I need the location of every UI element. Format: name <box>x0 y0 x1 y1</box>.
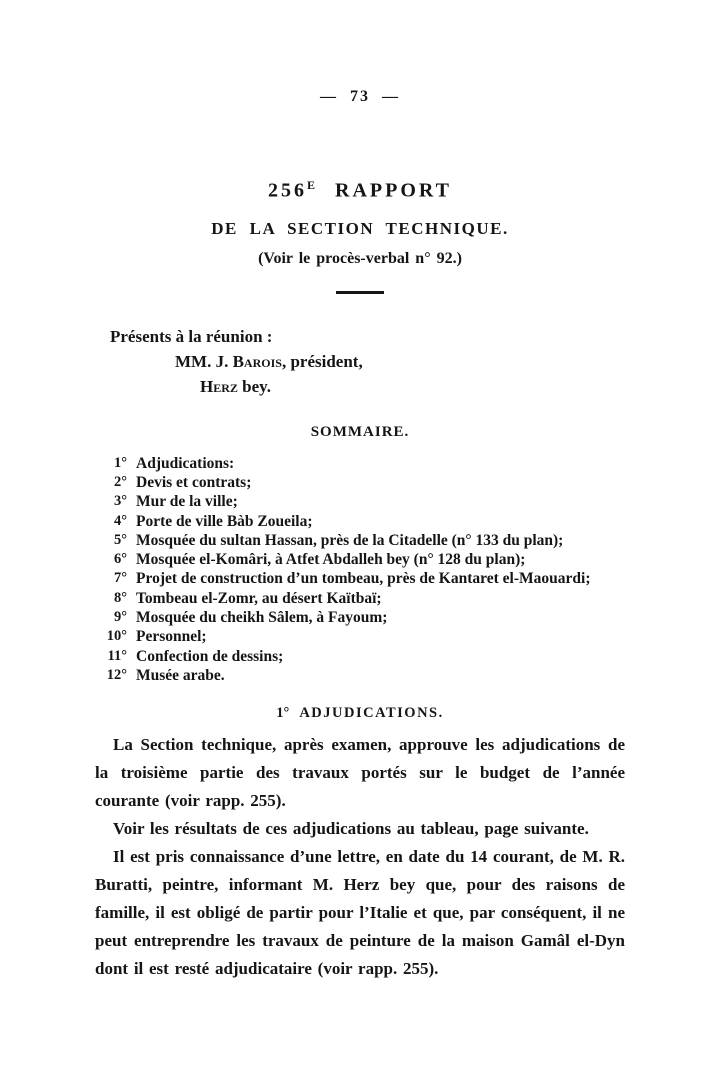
sommaire-item <box>95 627 625 646</box>
sommaire-item-number: 9° <box>113 609 127 626</box>
sommaire-item-text: Tombeau el-Zomr, au désert Kaïtbaï; <box>136 589 382 607</box>
sommaire-item <box>95 647 625 666</box>
paragraph: Il est pris connaissance d’une lettre, en date du 14 courant, de M. R. Buratti, peintre, informant M. Herz bey que, pour des raisons de famille, il est obligé de partir pour l’Italie et que, par conséquent, il ne peut entreprendre les travaux de peinture de la maison Gamâl el-Dyn dont il est resté adjudicataire (voir rapp. 255). <box>95 847 625 979</box>
sommaire-item-text: Mosquée du cheikh Sâlem, à Fayoum; <box>136 609 388 627</box>
sommaire-item-text: Confection de dessins; <box>136 647 284 665</box>
sommaire-item-number: 5° <box>113 531 127 548</box>
sommaire-item <box>95 589 625 608</box>
page-number: — 73 — <box>320 88 400 105</box>
sommaire-list <box>95 454 625 686</box>
sommaire-item-text: Projet de construction d’un tombeau, près de Kantaret el-Maouardi; <box>136 570 591 588</box>
sommaire-item-number: 4° <box>113 512 127 529</box>
report-reference: (Voir le procès-verbal n° 92.) <box>258 249 462 267</box>
sommaire-item-number: 6° <box>113 551 127 568</box>
sommaire-item <box>95 512 625 531</box>
sommaire-item-text: Personnel; <box>136 628 207 646</box>
sommaire-item-number: 11° <box>107 647 127 664</box>
sommaire-item-text: Devis et contrats; <box>136 473 252 491</box>
report-title-number: 256 <box>268 179 307 202</box>
sommaire-item-number: 1° <box>113 454 127 471</box>
sommaire-item-text: Porte de ville Bàb Zoueila; <box>136 512 313 530</box>
member-suffix: bey. <box>237 376 271 396</box>
section-number: 1° <box>276 705 290 722</box>
sommaire-item <box>95 550 625 569</box>
sommaire-heading: SOMMAIRE. <box>310 423 410 440</box>
report-title <box>95 178 625 203</box>
sommaire-item-number: 8° <box>113 589 127 606</box>
body-text <box>95 731 625 983</box>
report-title-word: RAPPORT <box>335 179 452 202</box>
sommaire-item <box>95 531 625 550</box>
member-name: Herz <box>200 376 238 396</box>
member-suffix: , président, <box>281 351 363 371</box>
ornament-rule <box>336 291 384 294</box>
attendance-intro: Présents à la réunion : <box>110 326 273 346</box>
sommaire-item-text: Mur de la ville; <box>136 493 238 511</box>
sommaire-item <box>95 608 625 627</box>
attendance-section <box>95 324 625 399</box>
paragraph: La Section technique, après examen, approuve les adjudications de la troisième partie des travaux portés sur le budget de l’année courante (voir rapp. 255). <box>95 735 625 811</box>
report-header <box>95 178 625 294</box>
sommaire-item-number: 10° <box>106 628 127 645</box>
attendance-member <box>95 374 625 399</box>
sommaire-item-number: 12° <box>106 666 127 683</box>
member-prefix: MM. J. <box>175 351 233 371</box>
sommaire-item <box>95 492 625 511</box>
sommaire-item <box>95 473 625 492</box>
sommaire-item-number: 3° <box>113 493 127 510</box>
sommaire-item <box>95 666 625 685</box>
report-subtitle: DE LA SECTION TECHNIQUE. <box>211 218 509 238</box>
sommaire-item-number: 7° <box>113 570 127 587</box>
report-title-superscript: E <box>307 178 316 192</box>
section-heading <box>95 705 625 722</box>
sommaire-item <box>95 454 625 473</box>
member-name: Barois <box>232 351 282 371</box>
sommaire-item-text: Mosquée el-Komâri, à Atfet Abdalleh bey (n° 128 du plan); <box>136 551 526 569</box>
sommaire-item <box>95 569 625 588</box>
sommaire-item-text: Adjudications: <box>136 454 235 472</box>
attendance-member <box>95 349 625 374</box>
section-title: ADJUDICATIONS. <box>299 705 444 722</box>
paragraph: Voir les résultats de ces adjudications au tableau, page suivante. <box>113 819 589 839</box>
sommaire-item-text: Mosquée du sultan Hassan, près de la Citadelle (n° 133 du plan); <box>136 531 564 549</box>
sommaire-item-number: 2° <box>113 473 127 490</box>
sommaire-item-text: Musée arabe. <box>136 666 225 684</box>
